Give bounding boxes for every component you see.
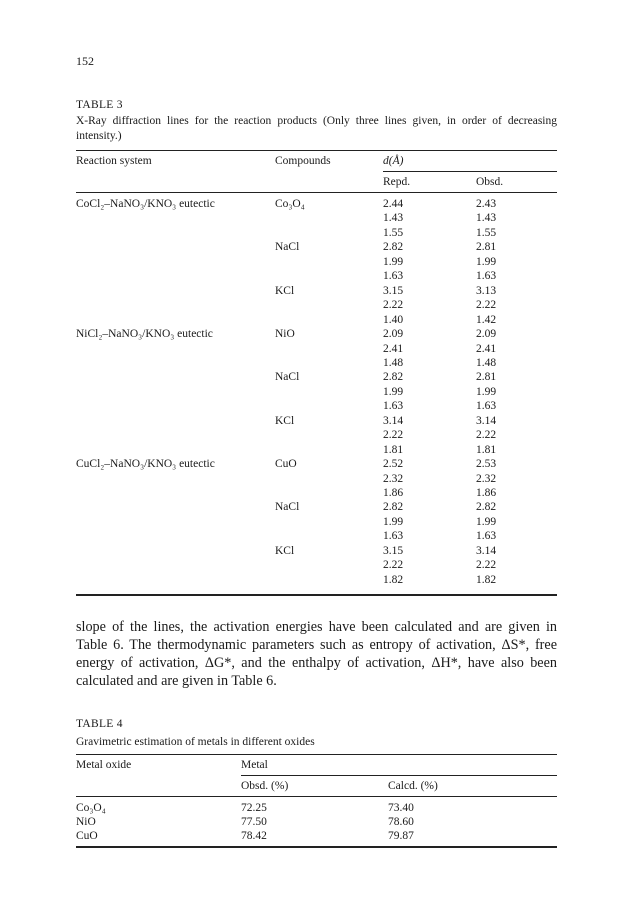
table3-obsd-cell: 2.22	[476, 429, 497, 442]
table3-obsd-cell: 2.32	[476, 472, 497, 485]
table4-bottom-rule	[76, 846, 557, 848]
table3-obsd-cell: 2.43	[476, 198, 497, 210]
table3-repd-cell: 2.44	[383, 198, 404, 210]
table3-repd-cell: 2.32	[383, 472, 404, 485]
table3-obsd-cell: 1.48	[476, 356, 497, 369]
table3-compound-cell: NaCl	[275, 241, 300, 254]
table3-repd-cell: 1.63	[383, 270, 404, 283]
table4-header-metal-oxide: Metal oxide	[76, 759, 132, 771]
table3-obsd-cell: 1.42	[476, 313, 497, 326]
table3-header-rule	[76, 192, 557, 193]
table3-obsd-cell: 2.81	[476, 241, 497, 254]
table3-caption: X-Ray diffraction lines for the reaction products (Only three lines given, in order of decreasing intensity.)	[76, 115, 557, 142]
table4-top-rule	[76, 754, 557, 755]
table3-repd-cell: 1.63	[383, 400, 404, 413]
body-paragraph: slope of the lines, the activation energies have been calculated and are given in Table 6. The thermodynamic parameters such as entropy of activation, ΔS*, free energy of activation, ΔG*, and the enthalpy of activation, ΔH*, have also been calculated and are given in Table 6.	[76, 619, 557, 689]
table3-reaction-system-cell: CoCl₂–NaNO₃/KNO₃ eutectic	[76, 198, 215, 210]
table3-obsd-cell: 2.82	[476, 501, 497, 514]
table3-reaction-system-cell: CuCl₂–NaNO₃/KNO₃ eutectic	[76, 458, 215, 471]
table4-header-metal: Metal	[241, 759, 268, 771]
table3-top-rule	[76, 150, 557, 151]
table3-obsd-cell: 3.14	[476, 544, 497, 557]
table4-obsd-cell: 77.50	[241, 816, 267, 829]
table3-obsd-cell: 1.81	[476, 443, 497, 456]
table3-obsd-cell: 2.09	[476, 328, 497, 341]
table4-caption: Gravimetric estimation of metals in different oxides	[76, 736, 315, 748]
table3-repd-cell: 2.09	[383, 328, 404, 341]
table4-calcd-cell: 73.40	[388, 802, 414, 814]
table3-compound-cell: NiO	[275, 328, 295, 341]
table3-repd-cell: 2.22	[383, 299, 404, 312]
table3-repd-cell: 1.43	[383, 212, 404, 225]
table3-compound-cell: Co₃O₄	[275, 198, 305, 210]
table3-obsd-cell: 3.14	[476, 414, 497, 427]
table3-repd-cell: 3.14	[383, 414, 404, 427]
table4-calcd-cell: 79.87	[388, 830, 414, 843]
table3-label: TABLE 3	[76, 99, 123, 111]
table3-repd-cell: 3.15	[383, 284, 404, 297]
table4-calcd-cell: 78.60	[388, 816, 414, 829]
table3-obsd-cell: 1.86	[476, 487, 497, 499]
table3-compound-cell: NaCl	[275, 371, 300, 384]
table3-repd-cell: 2.22	[383, 559, 404, 572]
table3-repd-cell: 1.48	[383, 356, 404, 369]
table3-obsd-cell: 1.63	[476, 530, 497, 543]
table3-obsd-cell: 1.82	[476, 573, 497, 586]
table3-obsd-cell: 2.22	[476, 299, 497, 312]
table3-repd-cell: 1.99	[383, 255, 404, 268]
table3-subheader-rule	[383, 171, 557, 172]
table3-repd-cell: 1.63	[383, 530, 404, 543]
table3-repd-cell: 1.86	[383, 487, 404, 499]
table3-obsd-cell: 2.41	[476, 342, 497, 355]
table4-header-obsd: Obsd. (%)	[241, 780, 289, 792]
table4-metal-oxide-cell: Co₃O₄	[76, 802, 106, 814]
table3-repd-cell: 1.55	[383, 226, 404, 239]
table3-repd-cell: 2.82	[383, 241, 404, 254]
table3-header-repd: Repd.	[383, 176, 411, 188]
table4-header-calcd: Calcd. (%)	[388, 780, 438, 792]
table3-repd-cell: 2.82	[383, 501, 404, 514]
table3-obsd-cell: 1.99	[476, 515, 497, 528]
table3-repd-cell: 1.99	[383, 385, 404, 398]
table3-compound-cell: NaCl	[275, 501, 300, 514]
table3-header-reaction-system: Reaction system	[76, 155, 152, 167]
table4-obsd-cell: 72.25	[241, 802, 267, 814]
table3-obsd-cell: 1.99	[476, 385, 497, 398]
table4-metal-oxide-cell: CuO	[76, 830, 98, 843]
table3-bottom-rule	[76, 594, 557, 596]
table3-header-obsd: Obsd.	[476, 176, 504, 188]
table3-repd-cell: 1.81	[383, 443, 404, 456]
table3-compound-cell: KCl	[275, 414, 295, 427]
table3-obsd-cell: 3.13	[476, 284, 497, 297]
table3-repd-cell: 2.52	[383, 458, 404, 471]
table3-repd-cell: 1.99	[383, 515, 404, 528]
table3-repd-cell: 3.15	[383, 544, 404, 557]
table3-obsd-cell: 1.55	[476, 226, 497, 239]
table3-compound-cell: CuO	[275, 458, 297, 471]
table3-repd-cell: 1.82	[383, 573, 404, 586]
table3-obsd-cell: 1.43	[476, 212, 497, 225]
table3-compound-cell: KCl	[275, 284, 295, 297]
table3-obsd-cell: 2.53	[476, 458, 497, 471]
table3-obsd-cell: 1.63	[476, 400, 497, 413]
table4-metal-oxide-cell: NiO	[76, 816, 96, 829]
table3-repd-cell: 2.22	[383, 429, 404, 442]
table3-obsd-cell: 2.81	[476, 371, 497, 384]
table3-repd-cell: 2.82	[383, 371, 404, 384]
table3-obsd-cell: 1.63	[476, 270, 497, 283]
page-number: 152	[76, 54, 94, 68]
table4-label: TABLE 4	[76, 718, 123, 730]
table3-obsd-cell: 2.22	[476, 559, 497, 572]
table3-reaction-system-cell: NiCl₂–NaNO₃/KNO₃ eutectic	[76, 328, 213, 341]
table3-repd-cell: 2.41	[383, 342, 404, 355]
table4-header-rule	[76, 796, 557, 797]
table4-obsd-cell: 78.42	[241, 830, 267, 843]
table4-subheader-rule	[241, 775, 557, 776]
table3-obsd-cell: 1.99	[476, 255, 497, 268]
table3-header-compounds: Compounds	[275, 155, 331, 167]
table3-compound-cell: KCl	[275, 544, 295, 557]
table3-header-d: d(Å)	[383, 155, 404, 167]
table3-repd-cell: 1.40	[383, 313, 404, 326]
